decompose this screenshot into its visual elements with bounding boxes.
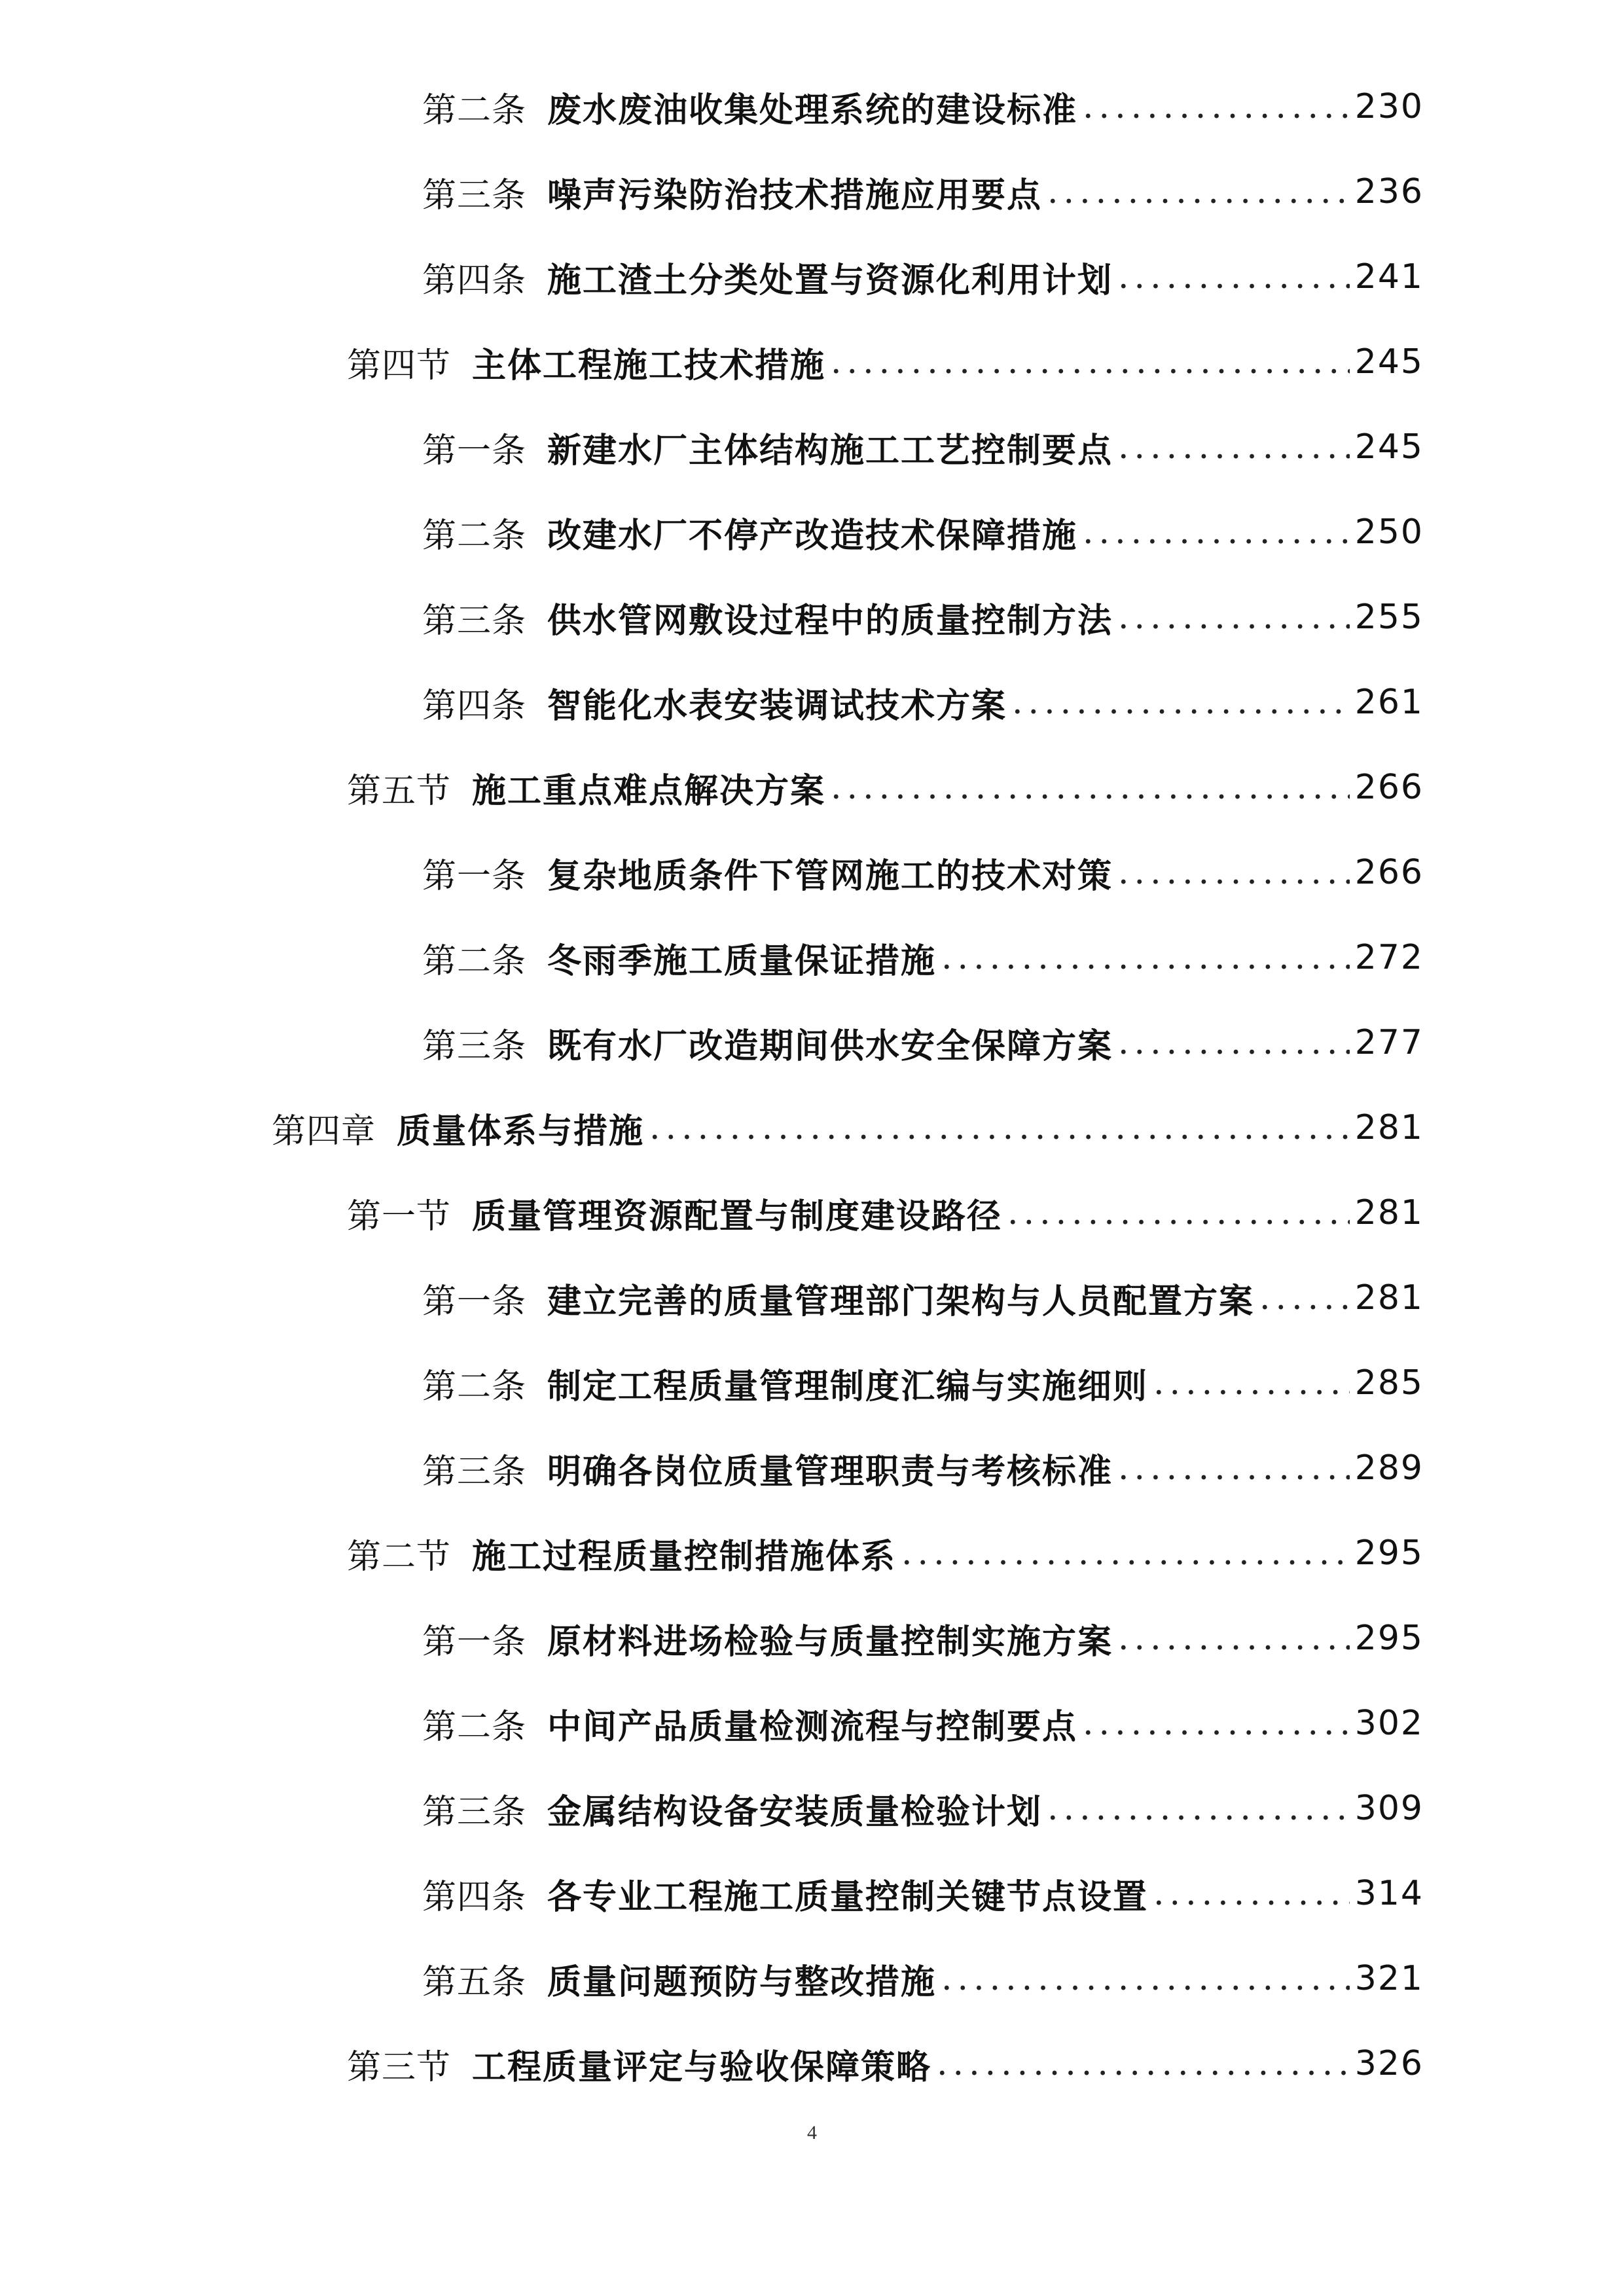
toc-entry[interactable] [422,1779,1424,1838]
toc-leader-dots [1047,172,1350,211]
toc-entry[interactable] [422,588,1424,647]
toc-entry[interactable] [422,843,1424,902]
toc-entry[interactable] [422,77,1424,136]
toc-leader-dots [649,1108,1350,1147]
toc-entry-page: 245 [1354,427,1424,467]
toc-entry-number: 第三节 [347,2047,452,2087]
toc-entry-title: 各专业工程施工质量控制关键节点设置 [547,1876,1149,1917]
toc-entry-title: 制定工程质量管理制度汇编与实施细则 [547,1366,1149,1407]
toc-leader-dots [1118,853,1350,892]
toc-leader-dots [1083,512,1350,552]
toc-leader-dots [1047,1789,1350,1828]
toc-entry-title: 明确各岗位质量管理职责与考核标准 [547,1451,1113,1492]
toc-entry-page: 261 [1354,683,1424,722]
toc-entry-title: 既有水厂改造期间供水安全保障方案 [547,1026,1113,1066]
toc-entry-title: 冬雨季施工质量保证措施 [547,941,937,981]
toc-entry-number: 第二条 [422,1367,527,1407]
toc-entry-page: 281 [1354,1278,1424,1318]
toc-entry-title: 施工渣土分类处置与资源化利用计划 [547,260,1113,300]
toc-entry-number: 第五节 [347,771,452,811]
toc-leader-dots [901,1534,1350,1573]
toc-entry-title: 施工过程质量控制措施体系 [472,1536,897,1577]
toc-entry-page: 245 [1354,342,1424,382]
toc-leader-dots [1118,1448,1350,1488]
toc-leader-dots [937,2044,1350,2083]
toc-entry-page: 250 [1354,512,1424,552]
toc-entry-page: 255 [1354,598,1424,637]
toc-leader-dots [1118,1023,1350,1062]
toc-entry[interactable] [422,928,1424,987]
toc-entry-number: 第三条 [422,1026,527,1066]
toc-entry-number: 第四条 [422,1877,527,1917]
toc-entry[interactable] [422,418,1424,476]
toc-entry-title: 质量管理资源配置与制度建设路径 [472,1196,1003,1236]
toc-entry-page: 295 [1354,1534,1424,1573]
toc-entry-number: 第一条 [422,1622,527,1662]
toc-entry[interactable] [422,162,1424,221]
toc-entry-page: 277 [1354,1023,1424,1062]
toc-entry-page: 326 [1354,2044,1424,2083]
toc-entry-page: 266 [1354,853,1424,892]
toc-entry-title: 原材料进场检验与质量控制实施方案 [547,1621,1113,1662]
toc-entry-number: 第二条 [422,941,527,981]
toc-entry-page: 285 [1354,1363,1424,1403]
toc-entry-title: 供水管网敷设过程中的质量控制方法 [547,600,1113,641]
toc-leader-dots [1007,1193,1350,1232]
toc-entry-title: 工程质量评定与验收保障策略 [472,2047,932,2087]
toc-leader-dots [1118,427,1350,467]
toc-entry-page: 266 [1354,768,1424,807]
toc-entry-title: 复杂地质条件下管网施工的技术对策 [547,855,1113,896]
toc-entry[interactable] [422,1864,1424,1923]
toc-entry[interactable] [347,332,1424,391]
toc-entry-title: 主体工程施工技术措施 [472,345,826,386]
toc-entry-page: 314 [1354,1874,1424,1913]
toc-entry[interactable] [272,1098,1424,1157]
toc-entry-page: 281 [1354,1108,1424,1147]
toc-leader-dots [1118,1619,1350,1658]
page-number: 4 [807,2122,817,2144]
toc-entry-page: 309 [1354,1789,1424,1828]
toc-entry-title: 建立完善的质量管理部门架构与人员配置方案 [547,1281,1255,1321]
toc-leader-dots [941,1959,1350,1998]
toc-entry[interactable] [422,1694,1424,1753]
toc-entry-title: 改建水厂不停产改造技术保障措施 [547,515,1078,556]
toc-entry[interactable] [422,503,1424,562]
toc-entry-number: 第一条 [422,1282,527,1321]
toc-entry-number: 第一条 [422,856,527,896]
toc-leader-dots [831,342,1350,382]
toc-leader-dots [1259,1278,1350,1318]
toc-leader-dots [1153,1363,1350,1403]
toc-entry[interactable] [422,1268,1424,1327]
toc-leader-dots [1083,1704,1350,1743]
toc-leader-dots [1118,598,1350,637]
toc-entry[interactable] [347,1524,1424,1583]
toc-leader-dots [1083,87,1350,126]
toc-entry-number: 第四条 [422,686,527,726]
toc-entry[interactable] [422,1013,1424,1072]
toc-entry-page: 236 [1354,172,1424,211]
toc-entry-page: 272 [1354,938,1424,977]
toc-entry-title: 废水废油收集处理系统的建设标准 [547,90,1078,130]
toc-entry-number: 第四节 [347,346,452,386]
toc-entry-title: 噪声污染防治技术措施应用要点 [547,175,1043,215]
toc-entry-number: 第三条 [422,601,527,641]
toc-entry-title: 中间产品质量检测流程与控制要点 [547,1706,1078,1747]
toc-entry-number: 第三条 [422,1792,527,1832]
toc-entry-page: 321 [1354,1959,1424,1998]
toc-entry-number: 第五条 [422,1962,527,2002]
toc-leader-dots [831,768,1350,807]
toc-entry-number: 第三条 [422,175,527,215]
toc-entry-number: 第一条 [422,431,527,471]
toc-entry-number: 第二条 [422,1707,527,1747]
toc-entry-number: 第二条 [422,90,527,130]
toc-entry[interactable] [347,1183,1424,1242]
toc-entry[interactable] [422,1949,1424,2008]
toc-entry[interactable] [347,2034,1424,2093]
toc-leader-dots [1012,683,1350,722]
toc-entry-number: 第四条 [422,260,527,300]
toc-entry-number: 第三条 [422,1452,527,1492]
toc-entry-number: 第二节 [347,1537,452,1577]
toc-leader-dots [1153,1874,1350,1913]
toc-leader-dots [941,938,1350,977]
toc-entry[interactable] [347,758,1424,817]
toc-entry-title: 金属结构设备安装质量检验计划 [547,1791,1043,1832]
toc-entry-title: 施工重点难点解决方案 [472,770,826,811]
toc-entry-title: 智能化水表安装调试技术方案 [547,685,1007,726]
toc-entry-page: 295 [1354,1619,1424,1658]
toc-entry-number: 第二条 [422,516,527,556]
toc-entry-page: 281 [1354,1193,1424,1232]
toc-entry[interactable] [422,247,1424,306]
toc-leader-dots [1118,257,1350,296]
toc-entry[interactable] [422,673,1424,732]
toc-entry-title: 质量问题预防与整改措施 [547,1962,937,2002]
toc-entry[interactable] [422,1354,1424,1412]
toc-entry-number: 第一节 [347,1196,452,1236]
toc-entry-number: 第四章 [272,1111,376,1151]
toc-entry-page: 230 [1354,87,1424,126]
toc-entry[interactable] [422,1609,1424,1668]
toc-entry-page: 289 [1354,1448,1424,1488]
toc-entry-page: 241 [1354,257,1424,296]
toc-entry-title: 质量体系与措施 [397,1111,645,1151]
toc-entry[interactable] [422,1439,1424,1498]
toc-entry-title: 新建水厂主体结构施工工艺控制要点 [547,430,1113,471]
toc-entry-page: 302 [1354,1704,1424,1743]
